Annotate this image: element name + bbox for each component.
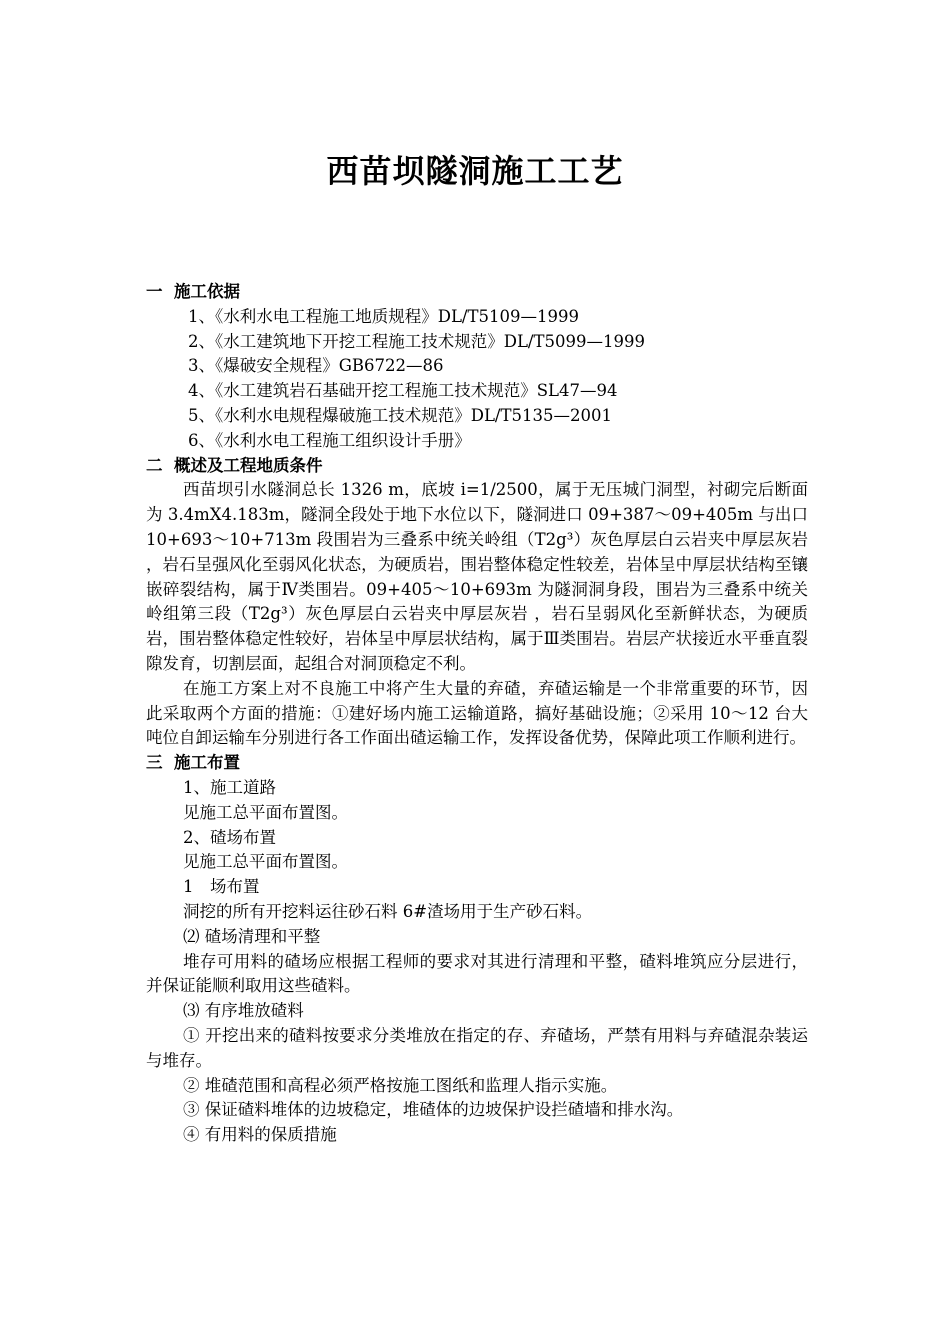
document-body xyxy=(146,280,808,1148)
reference-item: 5、《水利水电规程爆破施工技术规范》DL/T5135—2001 xyxy=(188,405,612,425)
reference-item: 1、《水利水电工程施工地质规程》DL/T5109—1999 xyxy=(188,306,579,326)
subheading-yard: 2、碴场布置 xyxy=(183,827,276,847)
subheading-yard-layout: 1 场布置 xyxy=(183,877,260,897)
section-number: 二 xyxy=(146,455,163,475)
paragraph-measures: 在施工方案上对不良施工中将产生大量的弃碴，弃碴运输是一个非常重要的环节，因此采取两个方面的措施：①建好场内施工运输道路，搞好基础设施；②采用 10～12 台大吨位自卸运输车分别进行各工作面出碴运输工作，发挥设备优势，保障此项工作顺利进行。 xyxy=(146,678,808,748)
subheading-yard-cleaning: ⑵ 碴场清理和平整 xyxy=(183,926,321,946)
list-item: ④ 有用料的保质措施 xyxy=(183,1125,337,1145)
reference-item: 3、《爆破安全规程》GB6722—86 xyxy=(188,356,444,376)
document-title: 西苗坝隧洞施工工艺 xyxy=(326,152,624,190)
section-heading-basis xyxy=(146,280,808,305)
list-item: ③ 保证碴料堆体的边坡稳定，堆碴体的边坡保护设拦碴墙和排水沟。 xyxy=(183,1100,684,1120)
section-number: 三 xyxy=(146,753,163,773)
section-heading-layout xyxy=(146,751,808,776)
reference-item: 4、《水工建筑岩石基础开挖工程施工技术规范》SL47—94 xyxy=(188,381,618,401)
section-title: 施工布置 xyxy=(174,753,240,773)
subheading-road: 1、施工道路 xyxy=(183,777,276,797)
text-yard-cleaning: 堆存可用料的碴场应根据工程师的要求对其进行清理和平整，碴料堆筑应分层进行，并保证能顺利取用这些碴料。 xyxy=(146,951,808,996)
reference-item: 6、《水利水电工程施工组织设计手册》 xyxy=(188,430,471,450)
paragraph-geology: 西苗坝引水隧洞总长 1326 m，底坡 i=1/2500，属于无压城门洞型，衬砌完后断面为 3.4mX4.183m，隧洞全段处于地下水位以下，隧洞进口 09+387～09+405m 与出口 10+693～10+713m 段围岩为三叠系中统关岭组（T2g³）灰色厚层白云岩夹中厚层灰岩 ，岩石呈强风化至弱风化状态，为硬质岩，围岩整体稳定性较差，岩体呈中厚层状结构至镶嵌碎裂结构，属于Ⅳ类围岩。09+405～10+693m 为隧洞洞身段，围岩为三叠系中统关岭组第三段（T2g³）灰色厚层白云岩夹中厚层灰岩 ，岩石呈弱风化至新鲜状态，为硬质岩，围岩整体稳定性较好，岩体呈中厚层状结构，属于Ⅲ类围岩。岩层产状接近水平垂直裂隙发育，切割层面，起组合对洞顶稳定不利。 xyxy=(146,480,808,673)
section-title: 概述及工程地质条件 xyxy=(174,455,323,475)
section-heading-overview xyxy=(146,454,808,479)
text-yard: 见施工总平面布置图。 xyxy=(183,852,348,872)
reference-item: 2、《水工建筑地下开挖工程施工技术规范》DL/T5099—1999 xyxy=(188,331,645,351)
section-title: 施工依据 xyxy=(174,282,240,301)
section-number: 一 xyxy=(146,282,163,301)
list-item: ① 开挖出来的碴料按要求分类堆放在指定的存、弃碴场，严禁有用料与弃碴混杂装运与堆存。 xyxy=(146,1025,808,1070)
text-road: 见施工总平面布置图。 xyxy=(183,802,348,822)
text-yard-layout: 洞挖的所有开挖料运往砂石料 6#渣场用于生产砂石料。 xyxy=(183,901,593,921)
list-item: ② 堆碴范围和高程必须严格按施工图纸和监理人指示实施。 xyxy=(183,1075,618,1095)
subheading-orderly-stacking: ⑶ 有序堆放碴料 xyxy=(183,1001,304,1021)
